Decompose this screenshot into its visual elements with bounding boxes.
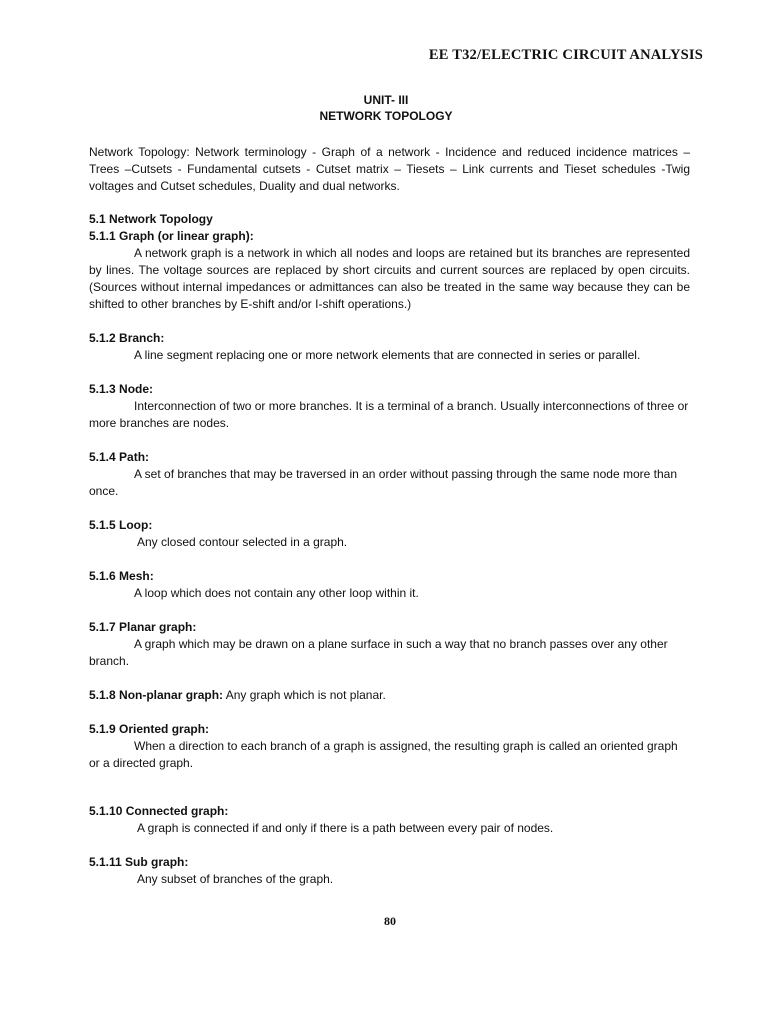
unit-label: UNIT- III <box>363 93 409 107</box>
unit-title: NETWORK TOPOLOGY <box>319 109 453 123</box>
section-5-1-5 <box>89 517 690 551</box>
syllabus-intro: Network Topology: Network terminology - Graph of a network - Incidence and reduced incidence matrices – Trees –Cutsets - Fundamental cutsets - Cutset matrix – Tiesets – Link currents and Tieset schedules -Twig voltages and Cutset schedules, Duality and dual networks. <box>89 145 690 193</box>
section-text: Any closed contour selected in a graph. <box>137 535 348 549</box>
section-text: A set of branches that may be traversed in an order without passing through the same node more than once. <box>89 467 677 498</box>
section-text: Any subset of branches of the graph. <box>137 872 334 886</box>
section-line <box>89 687 690 704</box>
page-number: 80 <box>384 914 396 928</box>
section-text: When a direction to each branch of a graph is assigned, the resulting graph is called an oriented graph or a directed graph. <box>89 739 678 770</box>
section-text: A graph is connected if and only if there is a path between every pair of nodes. <box>137 821 554 835</box>
section-5-1-9 <box>89 721 690 772</box>
section-text: Interconnection of two or more branches. It is a terminal of a branch. Usually interconnections of three or more branches are nodes. <box>89 399 689 430</box>
section-heading: 5.1.4 Path: <box>89 450 150 464</box>
section-heading: 5.1.5 Loop: <box>89 518 153 532</box>
unit-heading-block <box>0 92 768 124</box>
section-text: Any graph which is not planar. <box>223 688 386 702</box>
section-5-1-6 <box>89 568 690 602</box>
section-text: A graph which may be drawn on a plane surface in such a way that no branch passes over any other branch. <box>89 637 668 668</box>
document-body <box>89 144 690 905</box>
section-5-1-11 <box>89 854 690 888</box>
section-heading: 5.1.1 Graph (or linear graph): <box>89 229 254 243</box>
section-heading: 5.1.11 Sub graph: <box>89 855 189 869</box>
section-heading: 5.1.3 Node: <box>89 382 154 396</box>
section-5-1-4 <box>89 449 690 500</box>
section-text: A network graph is a network in which all nodes and loops are retained but its branches are represented by lines. The voltage sources are replaced by short circuits and current sources are replaced by open circuits. (Sources without internal impedances or admittances can also be treated in the same way because they can be shifted to other branches by E-shift and/or I-shift operations.) <box>89 246 690 311</box>
section-heading: 5.1.10 Connected graph: <box>89 804 229 818</box>
section-5-1-2 <box>89 330 690 364</box>
section-heading: 5.1 Network Topology <box>89 212 213 226</box>
section-5-1-10 <box>89 803 690 837</box>
running-header-title: EE T32/ELECTRIC CIRCUIT ANALYSIS <box>428 47 703 63</box>
section-5-1 <box>89 211 690 313</box>
section-heading: 5.1.6 Mesh: <box>89 569 154 583</box>
section-heading: 5.1.8 Non-planar graph: <box>89 688 224 702</box>
section-heading: 5.1.2 Branch: <box>89 331 165 345</box>
section-heading: 5.1.9 Oriented graph: <box>89 722 210 736</box>
section-text: A loop which does not contain any other loop within it. <box>134 586 419 600</box>
section-5-1-7 <box>89 619 690 670</box>
section-text: A line segment replacing one or more network elements that are connected in series or parallel. <box>134 348 641 362</box>
section-5-1-3 <box>89 381 690 432</box>
section-5-1-8 <box>89 687 690 704</box>
section-heading: 5.1.7 Planar graph: <box>89 620 197 634</box>
